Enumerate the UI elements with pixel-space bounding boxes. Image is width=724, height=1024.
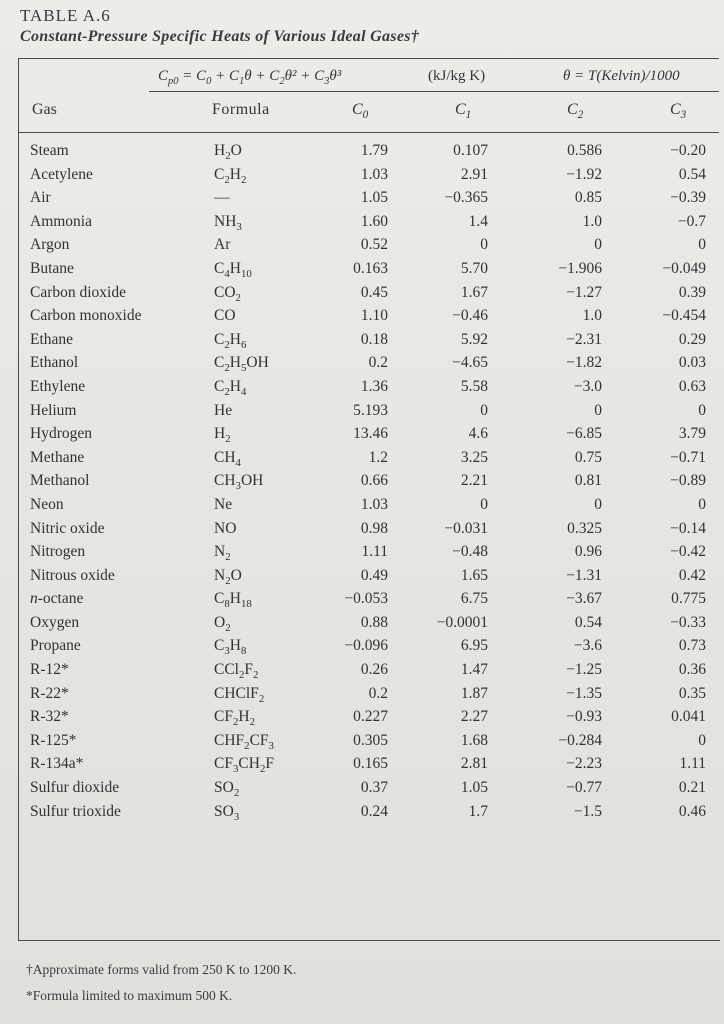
coef-c3: −0.14 — [670, 519, 706, 537]
table-row — [0, 685, 724, 709]
coef-c0: 1.60 — [360, 212, 388, 230]
table-row — [0, 567, 724, 591]
gas-name: R-134a* — [30, 755, 84, 773]
coef-c3: 0 — [698, 236, 706, 254]
gas-name: Ethane — [30, 330, 74, 348]
header-c1: $C_1$ — [455, 101, 472, 122]
table-row — [0, 779, 724, 803]
coef-c3: 0.54 — [678, 165, 706, 183]
coef-c3: 0 — [698, 731, 706, 749]
gas-formula: $SO_3$ — [214, 802, 240, 823]
coef-c1: 2.21 — [460, 472, 488, 490]
gas-name: Carbon dioxide — [30, 283, 126, 301]
coef-c0: 0.88 — [360, 613, 388, 631]
coef-c3: 0.775 — [671, 590, 706, 608]
gas-name: Neon — [30, 495, 64, 513]
coef-c3: 0.39 — [678, 283, 706, 301]
coef-c0: 0.227 — [353, 708, 388, 726]
coef-c0: −0.096 — [344, 637, 388, 655]
table-row — [0, 803, 724, 827]
coef-c1: −0.365 — [444, 189, 488, 207]
coef-c1: 5.92 — [460, 330, 488, 348]
table-body — [0, 142, 724, 826]
gas-name: Ethylene — [30, 377, 86, 395]
table-row — [0, 307, 724, 331]
table-row — [0, 189, 724, 213]
gas-name: R-22* — [30, 684, 69, 702]
coef-c0: 0.66 — [360, 472, 388, 490]
coef-c1: −0.48 — [452, 543, 488, 561]
table-row — [0, 637, 724, 661]
coef-c1: 1.87 — [460, 684, 488, 702]
gas-name: Steam — [30, 142, 69, 159]
coef-c2: −1.5 — [573, 802, 602, 820]
coef-c1: 5.58 — [460, 377, 488, 395]
coef-c1: 1.47 — [460, 661, 488, 679]
gas-name: Ethanol — [30, 354, 79, 372]
gas-name: Nitrous oxide — [30, 566, 115, 584]
coef-c0: 13.46 — [353, 425, 388, 443]
coef-c3: 0.36 — [678, 661, 706, 679]
gas-name: Methane — [30, 448, 85, 466]
coef-c2: −1.82 — [566, 354, 602, 372]
table-row — [0, 661, 724, 685]
coef-c1: 4.6 — [468, 425, 488, 443]
gas-formula: $N_2$ — [214, 543, 231, 564]
table-row — [0, 260, 724, 284]
units-label: (kJ/kg K) — [428, 68, 486, 84]
gas-name: Propane — [30, 637, 81, 655]
footnote-refrigerant: *Formula limited to maximum 500 K. — [26, 988, 233, 1003]
gas-formula: $NH_3$ — [214, 212, 242, 233]
coef-c2: −1.906 — [558, 259, 602, 277]
gas-formula: $SO_2$ — [214, 779, 240, 800]
header-c0: $C_0$ — [352, 101, 369, 122]
coef-c1: 1.7 — [468, 802, 488, 820]
table-title: Constant-Pressure Specific Heats of Various Ideal Gases† — [20, 28, 420, 45]
coef-c1: 1.68 — [460, 731, 488, 749]
gas-formula: $C_2H_4$ — [214, 377, 247, 399]
gas-formula: $C_2H_2$ — [214, 165, 247, 186]
coef-c0: 0.98 — [360, 519, 388, 537]
gas-formula: $CF_2H_2$ — [214, 708, 256, 729]
coef-c0: 0.45 — [360, 283, 388, 301]
equation-row — [0, 64, 724, 90]
coef-c2: 0 — [594, 495, 602, 513]
coef-c2: −0.93 — [566, 708, 602, 726]
coef-c0: 1.2 — [368, 448, 388, 466]
table-row — [0, 590, 724, 614]
gas-name: Butane — [30, 259, 74, 277]
coef-c2: 0.54 — [574, 613, 602, 631]
coef-c0: 0.49 — [360, 566, 388, 584]
coef-c0: 0.163 — [353, 259, 388, 277]
gas-name: Methanol — [30, 472, 90, 490]
coef-c0: 0.24 — [360, 802, 388, 820]
gas-formula: Ar — [214, 236, 231, 254]
gas-name: Air — [30, 189, 51, 207]
coef-c0: 0.37 — [360, 779, 388, 797]
gas-formula: $N_2O$ — [214, 566, 242, 587]
table-row — [0, 402, 724, 426]
table-row — [0, 331, 724, 355]
coef-c1: 0.107 — [453, 142, 488, 159]
table-row — [0, 496, 724, 520]
equation-rule — [149, 91, 719, 92]
coef-c3: 0.35 — [678, 684, 706, 702]
coef-c2: 0.85 — [574, 189, 602, 207]
coef-c3: −0.89 — [670, 472, 706, 490]
coef-c1: 2.27 — [460, 708, 488, 726]
coef-c3: −0.42 — [670, 543, 706, 561]
coef-c3: 0.46 — [678, 802, 706, 820]
table-label: TABLE A.6 — [20, 6, 111, 25]
coef-c0: 1.79 — [360, 142, 388, 159]
gas-formula: $H_2$ — [214, 425, 231, 446]
coef-c3: 0.21 — [678, 779, 706, 797]
column-header-row — [0, 96, 724, 130]
gas-name: Oxygen — [30, 613, 80, 631]
table-row — [0, 755, 724, 779]
coef-c1: 1.65 — [460, 566, 488, 584]
gas-formula: $CCl_2F_2$ — [214, 661, 259, 682]
gas-formula: — — [214, 189, 230, 207]
header-gas: Gas — [32, 101, 57, 118]
coef-c0: 0.305 — [353, 731, 388, 749]
footnote-range: †Approximate forms valid from 250 K to 1200 K. — [26, 962, 297, 977]
gas-name: R-32* — [30, 708, 69, 726]
coef-c0: −0.053 — [344, 590, 388, 608]
coef-c0: 0.52 — [360, 236, 388, 254]
coef-c3: −0.39 — [670, 189, 706, 207]
gas-formula: CO — [214, 307, 236, 325]
gas-name: Carbon monoxide — [30, 307, 142, 325]
coef-c2: −1.25 — [566, 661, 602, 679]
coef-c1: 1.67 — [460, 283, 488, 301]
coef-c3: 3.79 — [678, 425, 706, 443]
gas-formula: $C_2H_5OH$ — [214, 354, 269, 375]
table-row — [0, 213, 724, 237]
gas-name: Helium — [30, 401, 77, 419]
coef-c2: −1.27 — [566, 283, 602, 301]
coef-c3: 0.73 — [678, 637, 706, 655]
coef-c0: 5.193 — [353, 401, 388, 419]
header-rule — [19, 132, 719, 133]
coef-c0: 1.10 — [360, 307, 388, 325]
gas-formula: $C_3H_8$ — [214, 637, 247, 658]
header-formula: Formula — [212, 101, 270, 118]
gas-name: n-octane — [30, 590, 84, 608]
coef-c2: 0 — [594, 401, 602, 419]
table-row — [0, 284, 724, 308]
coef-c2: −3.6 — [573, 637, 602, 655]
gas-formula: $H_2O$ — [214, 142, 242, 163]
coef-c2: 0.325 — [567, 519, 602, 537]
coef-c0: 0.165 — [353, 755, 388, 773]
coef-c3: 0 — [698, 495, 706, 513]
coef-c2: 0.81 — [574, 472, 602, 490]
coef-c0: 0.26 — [360, 661, 388, 679]
coef-c0: 1.11 — [361, 543, 388, 561]
gas-name: Nitric oxide — [30, 519, 105, 537]
table-row — [0, 732, 724, 756]
gas-name: Argon — [30, 236, 70, 254]
gas-formula: $CH_4$ — [214, 448, 241, 469]
gas-formula: CHClF$_2$ — [214, 684, 265, 705]
coef-c1: 0 — [480, 401, 488, 419]
coef-c2: −0.77 — [566, 779, 602, 797]
gas-name: Sulfur dioxide — [30, 779, 120, 797]
coef-c1: −0.46 — [452, 307, 488, 325]
gas-name: Ammonia — [30, 212, 92, 230]
coef-c2: −2.31 — [566, 330, 602, 348]
table-row — [0, 236, 724, 260]
coef-c2: 0.75 — [574, 448, 602, 466]
coef-c1: 2.81 — [460, 755, 488, 773]
coef-c3: −0.33 — [670, 613, 706, 631]
coef-c3: −0.454 — [662, 307, 706, 325]
gas-formula: NO — [214, 519, 237, 537]
table-row — [0, 449, 724, 473]
coef-c3: 0.63 — [678, 377, 706, 395]
theta-definition: θ = T(Kelvin)/1000 — [563, 68, 680, 84]
coef-c2: −1.92 — [566, 165, 602, 183]
table-row — [0, 708, 724, 732]
gas-formula: $C_8H_{18}$ — [214, 590, 252, 611]
table-row — [0, 378, 724, 402]
coef-c1: 6.95 — [460, 637, 488, 655]
coef-c2: −3.67 — [566, 590, 602, 608]
coef-c2: −2.23 — [566, 755, 602, 773]
gas-formula: Ne — [214, 495, 233, 513]
coef-c3: 1.11 — [679, 755, 706, 773]
coef-c1: −0.031 — [444, 519, 488, 537]
coef-c2: −1.35 — [566, 684, 602, 702]
coef-c1: 3.25 — [460, 448, 488, 466]
gas-formula: $CH_3OH$ — [214, 472, 264, 493]
coef-c2: 1.0 — [582, 307, 602, 325]
coef-c3: −0.7 — [677, 212, 706, 230]
coef-c0: 1.36 — [360, 377, 388, 395]
gas-formula: $O_2$ — [214, 613, 231, 634]
coef-c0: 0.2 — [368, 684, 388, 702]
coef-c0: 1.05 — [360, 189, 388, 207]
coef-c2: −3.0 — [573, 377, 602, 395]
gas-name: Hydrogen — [30, 425, 92, 443]
coef-c3: −0.71 — [670, 448, 706, 466]
gas-formula: $CF_3CH_2F$ — [214, 755, 274, 776]
table-row — [0, 142, 724, 166]
coef-c0: 0.18 — [360, 330, 388, 348]
coef-c1: 1.05 — [460, 779, 488, 797]
coef-c3: 0.041 — [671, 708, 706, 726]
gas-formula: $C_2H_6$ — [214, 330, 247, 351]
coef-c1: 0 — [480, 236, 488, 254]
header-c2: $C_2$ — [567, 101, 584, 122]
cp-equation: $C_{p0} = C_0 + C_1\theta + C_2\theta^2 + C_3\theta^3$ — [158, 68, 342, 87]
gas-name: R-125* — [30, 731, 77, 749]
gas-formula: $CHF_2CF_3$ — [214, 731, 274, 752]
coef-c3: 0 — [698, 401, 706, 419]
coef-c2: 1.0 — [582, 212, 602, 230]
coef-c3: 0.29 — [678, 330, 706, 348]
coef-c3: 0.03 — [678, 354, 706, 372]
coef-c1: 0 — [480, 495, 488, 513]
coef-c2: −1.31 — [566, 566, 602, 584]
coef-c1: 6.75 — [460, 590, 488, 608]
coef-c2: 0.96 — [574, 543, 602, 561]
coef-c1: −4.65 — [452, 354, 488, 372]
gas-name: Acetylene — [30, 165, 93, 183]
table-row — [0, 354, 724, 378]
table-row — [0, 166, 724, 190]
table-row — [0, 543, 724, 567]
table-row — [0, 520, 724, 544]
gas-name: Nitrogen — [30, 543, 86, 561]
coef-c1: −0.0001 — [436, 613, 488, 631]
gas-formula: $CO_2$ — [214, 283, 241, 304]
coef-c3: 0.42 — [678, 566, 706, 584]
coef-c3: −0.20 — [670, 142, 706, 159]
gas-name: Sulfur trioxide — [30, 802, 121, 820]
coef-c3: −0.049 — [662, 259, 706, 277]
coef-c2: 0.586 — [567, 142, 602, 159]
coef-c0: 1.03 — [360, 495, 388, 513]
table-row — [0, 614, 724, 638]
gas-formula: $C_4H_{10}$ — [214, 259, 252, 281]
table-row — [0, 425, 724, 449]
coef-c0: 1.03 — [360, 165, 388, 183]
table-row — [0, 472, 724, 496]
coef-c0: 0.2 — [368, 354, 388, 372]
header-c3: $C_3$ — [670, 101, 687, 122]
coef-c1: 2.91 — [460, 165, 488, 183]
gas-name: R-12* — [30, 661, 69, 679]
gas-formula: He — [214, 401, 233, 419]
coef-c2: 0 — [594, 236, 602, 254]
bottom-rule — [18, 940, 720, 941]
coef-c2: −6.85 — [566, 425, 602, 443]
coef-c2: −0.284 — [558, 731, 602, 749]
coef-c1: 1.4 — [468, 212, 488, 230]
coef-c1: 5.70 — [460, 259, 488, 277]
